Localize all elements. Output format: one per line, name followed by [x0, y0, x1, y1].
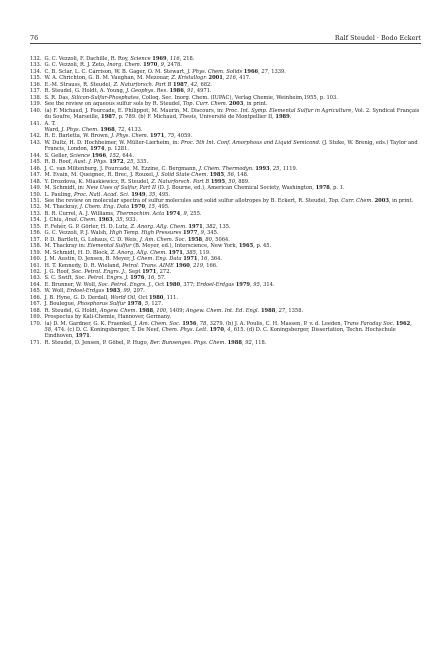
reference-italic-text: J. Am. Chem. Soc. [134, 320, 181, 327]
reference-text: M. Evain, M. Queignec, R. Brec, J. Rouxel, [44, 172, 157, 179]
reference-text: (B. Meyer, ed.), Interscience, New York, [131, 243, 239, 250]
reference-italic-text: 75 [167, 133, 175, 140]
reference-number: 133. [30, 62, 42, 69]
reference-text: (a) D. M. Gardner, G. K. Fraenkel, [44, 320, 135, 327]
reference-italic-text: Erdoel-Erdgas [66, 288, 105, 295]
reference-text: , 111. [163, 294, 179, 301]
reference-italic-text: 27 [261, 68, 268, 75]
reference-italic-text: 95 [253, 281, 260, 288]
reference-text: R. Steudel, G. Holdt, A. Young, [44, 88, 127, 95]
reference-italic-text: Z. Anorg. Allg. Chem. [130, 223, 187, 230]
reference-text: Y. Drozdova, K. Miaskiewicz, R. Steudel, [44, 178, 152, 185]
reference-number: 159. [30, 249, 42, 256]
reference-number: 162. [30, 268, 42, 275]
reference-year: 1980 [149, 294, 164, 301]
reference-text: , [222, 75, 227, 82]
reference-text: , 314. [259, 281, 275, 288]
reference-year: 1979 [235, 281, 251, 288]
header-rule [30, 43, 421, 44]
reference-number: 139. [30, 101, 42, 108]
reference-text: . [289, 114, 292, 121]
reference-text: H. T. Kennedy, D. R. Wieland, [44, 262, 123, 269]
reference-text: , 1358. [285, 307, 304, 314]
reference-text: , 1339. [267, 68, 286, 75]
reference-text: , 4059. [174, 133, 193, 140]
reference-text: , 272. [156, 268, 172, 275]
reference-italic-text: 9 [160, 62, 164, 69]
reference-number: 151. [30, 197, 42, 204]
reference-year: 1970 [209, 327, 224, 334]
reference-italic-text: Proc. Int. Symp. Elemental Sulfur in Agriculture [225, 107, 352, 114]
reference-italic-text: J. Chem. Eng. Data [132, 256, 182, 263]
reference-number: 155. [30, 223, 42, 230]
reference-italic-text: 152 [109, 152, 120, 159]
reference-text: (D. J. Bourne, ed.), American Chemical Society, Washington, [156, 185, 316, 192]
reference-italic-text: 9 [183, 210, 187, 217]
reference-text: , p. 1281. [104, 146, 129, 153]
reference-text: , [141, 301, 145, 308]
reference-italic-text: 25 [272, 165, 280, 172]
reference-text: , [225, 178, 229, 185]
reference-text: G. C. Vezzoli, F. Dachille, R. Roy, [44, 56, 131, 62]
reference-text: W. Woll, [44, 288, 67, 295]
reference-year: 1989 [275, 114, 290, 121]
reference-text: , Colloq. Sec. Inorg. Chem. (IUPAC), Verlag Chemie, Weinheim,1955, p. 103. [138, 94, 338, 101]
reference-text: S. R. Das, [44, 94, 72, 101]
reference-year: 1974 [90, 146, 105, 153]
reference-italic-text: 91 [187, 88, 194, 95]
reference-number: 146. [30, 165, 42, 172]
reference-text: , 118. [251, 339, 267, 346]
reference-text: , [189, 262, 194, 269]
reference-italic-text: Chem. Phys. Lett. [161, 327, 208, 334]
reference-italic-text: 99 [123, 288, 131, 295]
reference-text: , [196, 320, 200, 327]
reference-text: J. G. Roof, [44, 268, 72, 275]
reference-italic-text: Anal. Chem. [64, 217, 97, 224]
reference-text: , 119. [195, 249, 211, 256]
reference-text: J. C. van Miltenburg, J. Fourcade, M. Ezzine, C. Bergmann, [44, 165, 199, 172]
reference-number: 153. [30, 210, 42, 217]
reference-year: 1971 [150, 133, 165, 140]
reference-text: , in print. [388, 197, 414, 204]
reference-number: 137. [30, 88, 42, 95]
reference-text: Prospectus by Kali-Chemie, Hannover, Germany. [44, 314, 171, 321]
reference-year: 1988 [227, 339, 242, 346]
reference-entry [30, 108, 421, 121]
reference-number: 132. [30, 56, 42, 62]
reference-year: 1987 [173, 81, 188, 88]
reference-text: , p. 45. [253, 243, 272, 250]
reference-text: , [250, 281, 254, 288]
reference-number: 168. [30, 307, 42, 314]
reference-number: 136. [30, 81, 42, 88]
reference-text: , 5064. [211, 236, 230, 243]
reference-italic-text: 50 [228, 178, 235, 185]
reference-text: , [202, 223, 206, 230]
reference-year: 1966 [91, 152, 107, 159]
reference-year: 1986 [169, 88, 184, 95]
reference-year: 1969 [152, 56, 167, 62]
reference-italic-text: 9 [200, 230, 204, 237]
reference-text: G. C. Vezzoli, P. J. Walsh, [44, 230, 110, 237]
reference-italic-text: Science [69, 152, 91, 159]
reference-year: 1995 [210, 178, 226, 185]
reference-text: , [197, 256, 201, 263]
reference-number: 150. [30, 191, 42, 198]
reference-italic-text: Erdoel-Erdgas [196, 281, 235, 288]
reference-number: 144. [30, 152, 42, 159]
reference-italic-text: Proc. Natl. Acad. Sci. [73, 191, 130, 198]
reference-year: 1960 [175, 262, 190, 269]
reference-year: 2001 [208, 75, 223, 82]
reference-text: , [153, 307, 157, 314]
reference-italic-text: Soc. Petrol. Engrs. J. [98, 281, 152, 288]
reference-italic-text: J. Geophys. Res. [126, 88, 168, 95]
reference-italic-text: 219 [193, 262, 203, 269]
reference-text: , [197, 230, 201, 237]
reference-text: , 345. [203, 230, 219, 237]
reference-italic-text: 27 [278, 307, 286, 314]
reference-text: , 615. (d) D. C. Koningsberger, Dissertation, Techn. Hochschule Eindhoven, [44, 327, 396, 340]
reference-text: B. R. Currel, A. J. Williams, [44, 210, 117, 217]
reference-italic-text: Aust. J. Phys. [73, 159, 108, 166]
reference-text: , 297. [130, 288, 145, 295]
reference-italic-text: 42 [190, 81, 198, 88]
reference-text: (J. Stuke, W. Brenig, eds.) Taylor and Francis, London, [44, 139, 418, 153]
reference-text: , 3279. (b) J. A. Poulis, C. H. Massen, P. v. d. Leeden, [206, 320, 344, 327]
reference-text: , p. 1. [329, 185, 345, 192]
reference-entry [30, 321, 421, 340]
reference-year: 1958 [187, 236, 203, 243]
reference-italic-text: Thermochim. Acta [116, 210, 165, 217]
reference-text: , 474. (c) D. C. Koningsberger, T. De Neef, [51, 327, 162, 334]
reference-number: 141. [30, 120, 42, 127]
reference-italic-text: 35 [115, 217, 123, 224]
reference-number: 169. [30, 314, 42, 321]
reference-year: 1965 [238, 243, 254, 250]
reference-text: , [180, 210, 184, 217]
reference-text: L. Pauling, [44, 191, 74, 198]
reference-text: , 364. [207, 256, 223, 263]
reference-italic-text: Z. Anorg. Allg. Chem. [110, 249, 167, 256]
reference-text: See the review on aqueous sulfur sols by R. Steudel, [44, 101, 184, 108]
reference-italic-text: Science [130, 56, 151, 62]
reference-italic-text: Inorg. Chem. [107, 62, 142, 69]
reference-number: 170. [30, 320, 42, 327]
reference-number: 164. [30, 281, 42, 288]
reference-italic-text: 16 [147, 275, 155, 282]
reference-number: 158. [30, 243, 42, 250]
reference-italic-text: 382 [205, 223, 216, 230]
reference-year: 1993 [255, 165, 270, 172]
reference-text: , 335. [133, 159, 149, 166]
reference-text: , 1409; [166, 307, 186, 314]
reference-text: , [269, 165, 273, 172]
reference-italic-text: Elemental Sulfur [87, 243, 132, 250]
reference-text: , [145, 204, 149, 211]
reference-text: , [275, 307, 279, 314]
reference-italic-text: Petrol. Trans. AIME [122, 262, 174, 269]
reference-year: 2003 [229, 101, 244, 108]
reference-italic-text: 4 [227, 327, 231, 334]
running-header [30, 34, 421, 42]
reference-text: , 57. [154, 275, 166, 282]
reference-italic-text: Trans Faraday Soc. [343, 320, 395, 327]
reference-text: , 377; [180, 281, 197, 288]
reference-text: P. D. Bartlett, G. Lohaus, C. D. Weis, [44, 236, 140, 243]
reference-text: , 4133. [124, 126, 143, 133]
reference-number: 135. [30, 75, 42, 82]
reference-text: W. Dultz, H. D. Hochheimer, W. Müller-Lierheim, in: [44, 139, 181, 146]
reference-italic-text: 116 [169, 56, 180, 62]
reference-text: , [166, 56, 170, 62]
reference-year: 1977 [183, 230, 198, 237]
reference-entry [30, 340, 421, 346]
reference-text: See the review on molecular spectra of sulfur molecules and solid sulfur allotropes by B. Eckert, R. Steudel, [44, 197, 329, 204]
reference-text: , 933. [122, 217, 138, 224]
reference-number: 154. [30, 217, 42, 224]
reference-italic-text: 80 [205, 236, 212, 243]
reference-number: 140. [30, 107, 42, 114]
reference-year: 1963 [98, 217, 113, 224]
reference-year: 1983 [105, 288, 121, 295]
reference-text: Ward, [44, 126, 62, 133]
reference-italic-text: 15 [148, 204, 155, 211]
reference-italic-text: 35 [148, 191, 156, 198]
reference-text: , [157, 62, 161, 69]
reference-text: , 127. [148, 301, 163, 308]
reference-number: 145. [30, 159, 42, 166]
reference-year: 1970 [130, 204, 146, 211]
reference-text: , [114, 126, 118, 133]
reference-year: 1987 [101, 114, 116, 121]
reference-text: E.-M. Strauss, R. Steudel, [44, 81, 114, 88]
reference-text: , 166. [202, 262, 218, 269]
reference-number: 149. [30, 185, 42, 192]
reference-text: , [164, 133, 168, 140]
reference-text: J. M. Austin, D. Jensen, B. Meyer, [44, 256, 133, 263]
reference-number: 143. [30, 139, 42, 146]
reference-text: , 255. [186, 210, 202, 217]
reference-entry [30, 140, 421, 153]
reference-italic-text: Thesis [179, 114, 196, 121]
reference-year: 1962 [395, 320, 411, 327]
reference-text: M. Thackray, [44, 204, 80, 211]
reference-text: , [106, 152, 110, 159]
reference-number: 161. [30, 262, 42, 269]
reference-list [30, 56, 421, 346]
reference-year: 1978 [315, 185, 330, 192]
reference-text: , Vol. 2. Syndicat Français du Soufre, Marseille, [44, 107, 420, 121]
reference-number: 167. [30, 301, 42, 308]
reference-text: , 682. [197, 81, 212, 88]
reference-text: J. Chiu, [44, 217, 65, 224]
reference-text: , p. 789. (b) F. Michaud, [115, 114, 180, 121]
reference-text: M. Schmidt, H. D. Block, [44, 249, 111, 256]
reference-year: 1949 [131, 191, 146, 198]
reference-text: , [145, 191, 149, 198]
reference-year: 1971 [75, 333, 90, 340]
reference-italic-text: 92 [245, 339, 252, 346]
reference-number: 147. [30, 172, 42, 179]
reference-italic-text: Top. Curr. Chem. [183, 101, 228, 108]
reference-italic-text: J. Am. Chem. Soc. [139, 236, 187, 243]
reference-year: 1974 [165, 210, 181, 217]
reference-italic-text: 5 [144, 301, 149, 308]
reference-italic-text: Z. Kristallogr. [171, 75, 207, 82]
reference-text: , [112, 217, 116, 224]
reference-text: S. C. Swift, [44, 275, 75, 282]
reference-italic-text: 72 [117, 126, 125, 133]
reference-text: , [410, 320, 412, 327]
reference-text: A. T. [44, 120, 56, 127]
reference-number: 171. [30, 339, 42, 346]
reference-year: 1976 [130, 275, 145, 282]
reference-year: 1980 [165, 281, 181, 288]
reference-italic-text: 78 [199, 320, 207, 327]
reference-year: 1985 [209, 172, 225, 179]
reference-text: W. A. Chrichton, G. B. M. Vaughan, M. Mezouar, [44, 75, 172, 82]
reference-text: , [120, 288, 124, 295]
reference-italic-text: J. Phys. Chem. [111, 133, 149, 140]
reference-italic-text: J. Phys. Chem. [61, 126, 99, 133]
reference-year: 1978 [127, 301, 142, 308]
reference-number: 152. [30, 204, 42, 211]
reference-text: , [187, 81, 191, 88]
reference-text: , [183, 88, 188, 95]
reference-number: 163. [30, 275, 42, 282]
reference-italic-text: World Oil [110, 294, 135, 301]
reference-text: , 1119. [279, 165, 298, 172]
reference-year: 2003 [374, 197, 389, 204]
reference-text: , [182, 249, 187, 256]
reference-italic-text: 216 [226, 75, 236, 82]
reference-number: 148. [30, 178, 42, 185]
reference-text: , [202, 236, 206, 243]
reference-text: , 4971. [193, 88, 212, 95]
reference-text: , 2478. [163, 62, 182, 69]
reference-text: , [224, 172, 228, 179]
reference-italic-text: Z. Naturforsch. Part B [113, 81, 172, 88]
reference-year: 1972 [109, 159, 124, 166]
reference-text: J. B. Hyne, G. D. Derdall, [44, 294, 111, 301]
reference-year: 1956 [182, 320, 197, 327]
reference-text: , Sept [125, 268, 143, 275]
running-title: Ralf Steudel · Bodo Eckert [334, 34, 421, 42]
reference-text: R. B. Roof, [44, 159, 74, 166]
reference-text: , [144, 275, 148, 282]
reference-italic-text: J. Chem. Thermodyn. [198, 165, 254, 172]
reference-number: 138. [30, 94, 42, 101]
reference-number: 160. [30, 256, 42, 263]
reference-text: . [89, 333, 92, 340]
reference-text: , 218. [179, 56, 195, 62]
reference-italic-text: Ber. Bunsenges. Phys. Chem. [149, 339, 226, 346]
reference-italic-text: Angew. Chem. [99, 307, 138, 314]
reference-text: , 148. [233, 172, 249, 179]
reference-text: E. Brunner, W. Woll, [44, 281, 99, 288]
reference-text: , Oct [151, 281, 166, 288]
reference-text: , 417. [235, 75, 251, 82]
reference-italic-text: Soc. Petrol. Engrs. J. [74, 275, 129, 282]
reference-text: R. Steudel, D. Jensen, P. Göbel, P. Hugo, [44, 339, 150, 346]
reference-italic-text: J. Phys. Chem. Solids [187, 68, 243, 75]
page-number: 76 [30, 34, 39, 42]
reference-text: , 135. [215, 223, 231, 230]
reference-italic-text: Z. Naturforsch. Part B [151, 178, 210, 185]
reference-year: 1971 [142, 268, 157, 275]
reference-year: 1971 [168, 249, 183, 256]
reference-year: 1968 [100, 126, 115, 133]
reference-text: R. E. Barletta, W. Brown, [44, 133, 112, 140]
reference-year: 1988 [260, 307, 276, 314]
reference-italic-text: Top. Curr. Chem. [328, 197, 373, 204]
reference-text: , 644. [119, 152, 134, 159]
reference-text: , Université de Montpellier II, [195, 114, 276, 121]
reference-text: , 889. [234, 178, 250, 185]
reference-text: C. B. Sclar, L. C. Carrison, W. B. Gager, O. M. Stewart, [44, 68, 188, 75]
reference-italic-text: 56 [227, 172, 234, 179]
reference-italic-text: High Temp. High Pressures [109, 230, 182, 237]
reference-italic-text: 58 [44, 327, 52, 334]
reference-italic-text: J. Chem. Eng. Data [79, 204, 130, 211]
reference-text: G. C. Vezzoli, R. J. Zeto, [44, 62, 108, 69]
reference-text: (a) F. Michaud, J. Fourcade, E. Philippot, M. Maurin, M. Discours, in: [44, 107, 226, 114]
reference-year: 1970 [143, 62, 158, 69]
reference-text: M. Thackray in: [44, 243, 88, 250]
reference-year: 1966 [243, 68, 259, 75]
reference-text: , [223, 327, 228, 334]
reference-number: 142. [30, 133, 42, 140]
reference-italic-text: 385 [186, 249, 196, 256]
reference-text: , [258, 68, 262, 75]
reference-year: 1971 [188, 223, 203, 230]
reference-italic-text: Proc. 5th Int. Conf. Amorphous and Liquid Semicond. [180, 139, 321, 146]
reference-number: 156. [30, 230, 42, 237]
reference-text: R. Steudel, G. Holdt, [44, 307, 100, 314]
reference-number: 166. [30, 294, 42, 301]
reference-italic-text: Angew. Chem. Int. Ed. Engl. [185, 307, 260, 314]
reference-italic-text: 100 [156, 307, 167, 314]
reference-text: , 495. [154, 204, 170, 211]
reference-text: , in print. [243, 101, 268, 108]
reference-italic-text: 25 [126, 159, 134, 166]
reference-text: M. Schmidt, in: [44, 185, 87, 192]
reference-italic-text: Phosphorus Sulfur [77, 301, 126, 308]
reference-text: , [241, 339, 246, 346]
reference-text: , [123, 159, 127, 166]
reference-number: 165. [30, 288, 42, 295]
reference-number: 157. [30, 236, 42, 243]
reference-text: , Oct [134, 294, 150, 301]
reference-italic-text: 16 [200, 256, 208, 263]
reference-italic-text: J. Solid State Chem. [156, 172, 209, 179]
reference-number: 134. [30, 68, 42, 75]
reference-year: 1971 [183, 256, 198, 263]
reference-text: J. Boulegue, [44, 301, 78, 308]
reference-year: 1988 [138, 307, 154, 314]
reference-italic-text: Silicon-Sulfur-Phosphates [71, 94, 139, 101]
reference-text: S. Geller, [44, 152, 70, 159]
reference-text: , 495. [155, 191, 171, 198]
reference-text: F. Fehér, G. P. Görler, H. D. Lutz, [44, 223, 131, 230]
reference-italic-text: New Uses of Sulfur, Part II [86, 185, 157, 192]
reference-italic-text: Soc. Petrol. Engrs. J. [71, 268, 126, 275]
